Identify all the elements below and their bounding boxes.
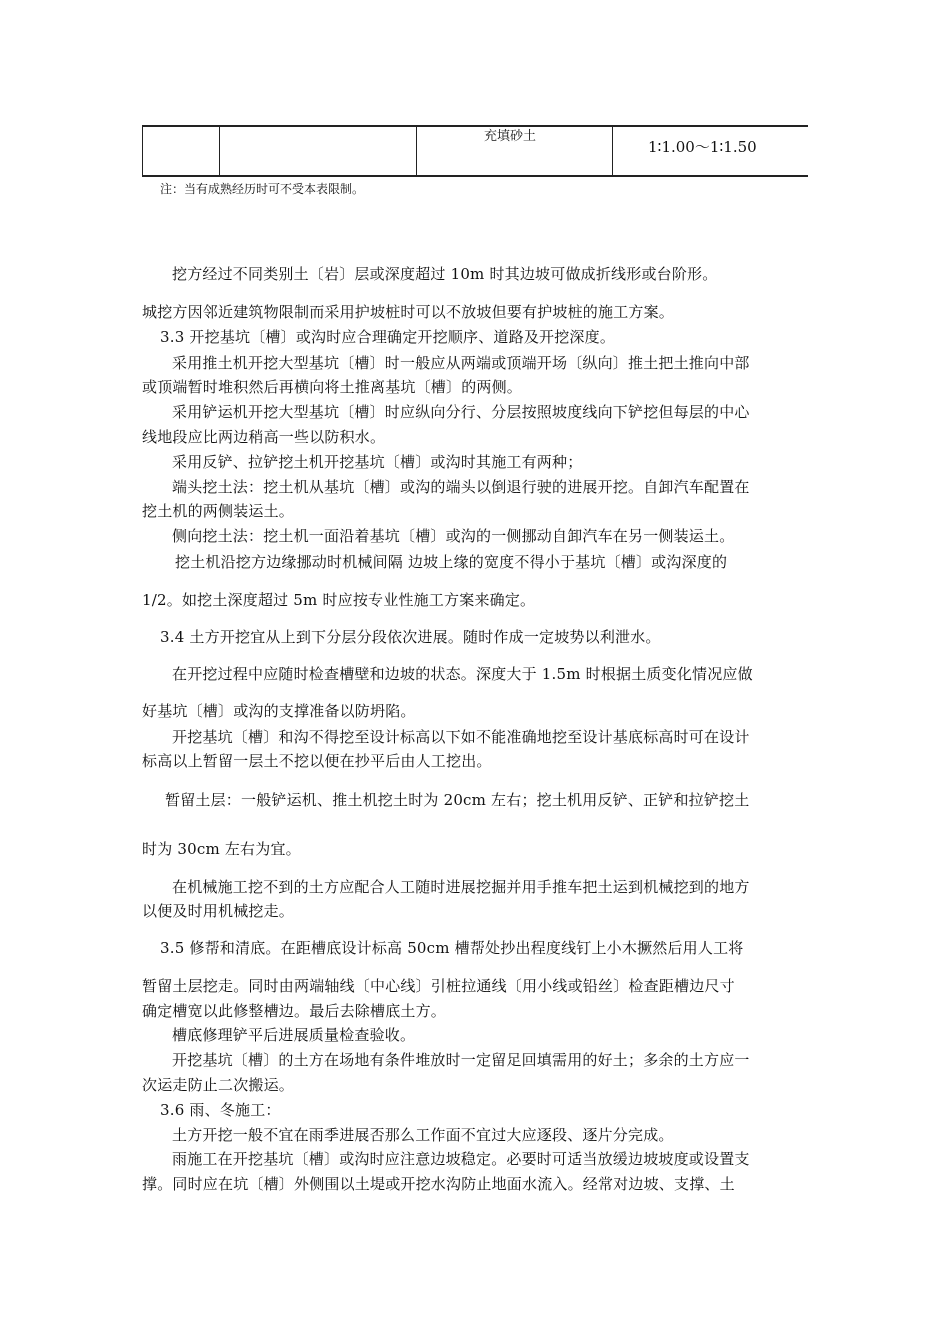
table-note: 注：当有成熟经历时可不受本表限制。 xyxy=(160,182,365,196)
slope-ratio-cell: 1∶1.00～1∶1.50 xyxy=(648,138,757,156)
paragraph-line: 暂留土层：一般铲运机、推土机挖土时为 20cm 左右；挖土机用反铲、正铲和拉铲挖土 xyxy=(165,791,750,809)
paragraph-line: 或顶端暂时堆积然后再横向将土推离基坑〔槽〕的两侧。 xyxy=(142,378,523,396)
table-col-divider xyxy=(612,125,613,177)
paragraph-line: 时为 30cm 左右为宜。 xyxy=(142,840,301,858)
fill-soil-cell: 充填砂土 xyxy=(484,129,537,144)
paragraph-line: 挖土机沿挖方边缘挪动时机械间隔 边坡上缘的宽度不得小于基坑〔槽〕或沟深度的 xyxy=(175,553,728,571)
paragraph-line: 标高以上暂留一层土不挖以便在抄平后由人工挖出。 xyxy=(142,752,492,770)
paragraph-line: 开挖基坑〔槽〕和沟不得挖至设计标高以下如不能准确地挖至设计基底标高时可在设计 xyxy=(172,728,750,746)
slope-table xyxy=(142,125,808,177)
paragraph-line: 在开挖过程中应随时检查槽壁和边坡的状态。深度大于 1.5m 时根据土质变化情况应做 xyxy=(172,665,753,683)
paragraph-line: 挖土机的两侧装运土。 xyxy=(142,502,295,520)
section-heading: 3.3 开挖基坑〔槽〕或沟时应合理确定开挖顺序、道路及开挖深度。 xyxy=(160,328,616,346)
paragraph-line: 侧向挖土法：挖土机一面沿着基坑〔槽〕或沟的一侧挪动自卸汽车在另一侧装运土。 xyxy=(172,527,735,545)
paragraph-line: 以便及时用机械挖走。 xyxy=(142,902,295,920)
table-top-border xyxy=(142,125,808,127)
paragraph-line: 好基坑〔槽〕或沟的支撑准备以防坍陷。 xyxy=(142,702,416,720)
paragraph-line: 线地段应比两边稍高一些以防积水。 xyxy=(142,428,386,446)
section-heading: 3.5 修帮和清底。在距槽底设计标高 50cm 槽帮处抄出程度线钉上小木撅然后用人工将 xyxy=(160,939,744,957)
paragraph-line: 雨施工在开挖基坑〔槽〕或沟时应注意边坡稳定。必要时可适当放缓边坡坡度或设置支 xyxy=(172,1150,750,1168)
paragraph-line: 开挖基坑〔槽〕的土方在场地有条件堆放时一定留足回填需用的好土；多余的土方应一 xyxy=(172,1051,750,1069)
paragraph-line: 在机械施工挖不到的土方应配合人工随时进展挖掘并用手推车把土运到机械挖到的地方 xyxy=(172,878,750,896)
paragraph-line: 采用推土机开挖大型基坑〔槽〕时一般应从两端或顶端开场〔纵向〕推土把土推向中部 xyxy=(172,354,750,372)
paragraph-line: 暂留土层挖走。同时由两端轴线〔中心线〕引桩拉通线〔用小线或铅丝〕检查距槽边尺寸 xyxy=(142,977,735,995)
paragraph-line: 采用反铲、拉铲挖土机开挖基坑〔槽〕或沟时其施工有两种； xyxy=(172,453,583,471)
paragraph-line: 1/2。如挖土深度超过 5m 时应按专业性施工方案来确定。 xyxy=(142,591,536,609)
table-col-divider xyxy=(142,125,143,177)
paragraph-line: 次运走防止二次搬运。 xyxy=(142,1076,295,1094)
table-bottom-border xyxy=(142,175,808,177)
paragraph-line: 撑。同时应在坑〔槽〕外侧围以土堤或开挖水沟防止地面水流入。经常对边坡、支撑、土 xyxy=(142,1175,735,1193)
table-col-divider xyxy=(416,125,417,177)
paragraph-line: 端头挖土法：挖土机从基坑〔槽〕或沟的端头以倒退行驶的进展开挖。自卸汽车配置在 xyxy=(172,478,750,496)
paragraph-line: 确定槽宽以此修整槽边。最后去除槽底土方。 xyxy=(142,1002,447,1020)
paragraph-line: 土方开挖一般不宜在雨季进展否那么工作面不宜过大应逐段、逐片分完成。 xyxy=(172,1126,674,1144)
paragraph-line: 采用铲运机开挖大型基坑〔槽〕时应纵向分行、分层按照坡度线向下铲挖但每层的中心 xyxy=(172,403,750,421)
section-heading: 3.4 土方开挖宜从上到下分层分段依次进展。随时作成一定坡势以利泄水。 xyxy=(160,628,661,646)
table-col-divider xyxy=(219,125,220,177)
paragraph-line: 城挖方因邻近建筑物限制而采用护坡桩时可以不放坡但要有护坡桩的施工方案。 xyxy=(142,303,675,321)
section-heading: 3.6 雨、冬施工： xyxy=(160,1101,281,1119)
paragraph-line: 挖方经过不同类别土〔岩〕层或深度超过 10m 时其边坡可做成折线形或台阶形。 xyxy=(172,265,718,283)
paragraph-line: 槽底修理铲平后进展质量检查验收。 xyxy=(172,1026,416,1044)
